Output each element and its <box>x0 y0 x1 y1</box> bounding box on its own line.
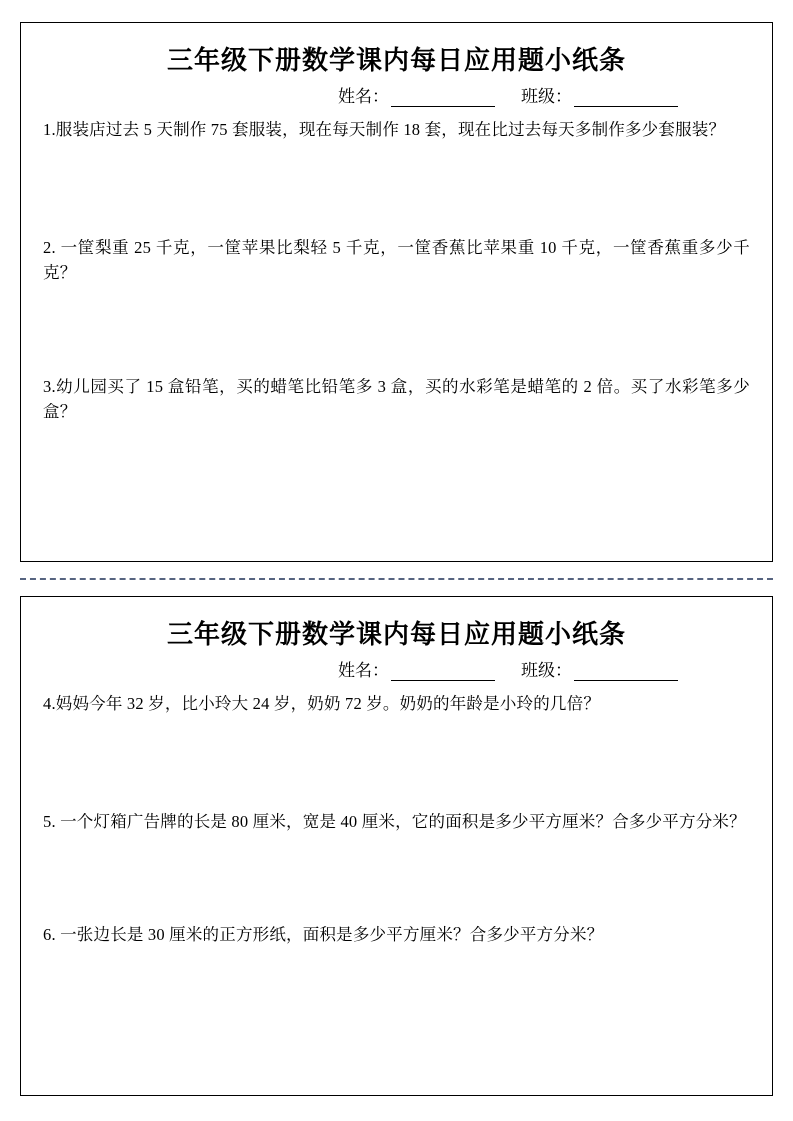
worksheet-card-2 <box>20 596 773 1096</box>
class-field-1[interactable] <box>521 82 678 107</box>
problem-item: 4.妈妈今年 32 岁，比小玲大 24 岁，奶奶 72 岁。奶奶的年龄是小玲的几倍？ <box>43 694 601 714</box>
name-field-2[interactable] <box>338 656 495 681</box>
worksheet-card-1 <box>20 22 773 562</box>
name-field-1[interactable] <box>338 82 495 107</box>
problem-item: 6. 一张边长是 30 厘米的正方形纸，面积是多少平方厘米？合多少平方分米？ <box>43 925 604 945</box>
problem-list-1 <box>43 117 750 425</box>
class-field-blank-1[interactable] <box>574 89 678 107</box>
worksheet-title-1: 三年级下册数学课内每日应用题小纸条 <box>166 45 626 75</box>
worksheet-fields-2 <box>43 656 750 681</box>
name-field-label-2: 姓名： <box>338 661 389 681</box>
name-field-label-1: 姓名： <box>338 87 389 107</box>
name-field-blank-2[interactable] <box>391 663 495 681</box>
name-field-blank-1[interactable] <box>391 89 495 107</box>
problem-item: 2. 一筐梨重 25 千克，一筐苹果比梨轻 5 千克，一筐香蕉比苹果重 10 千克，一筐香蕉重多少千克？ <box>43 237 750 283</box>
problem-item: 3.幼儿园买了 15 盒铅笔，买的蜡笔比铅笔多 3 盒，买的水彩笔是蜡笔的 2 倍。买了水彩笔多少盒？ <box>43 376 750 422</box>
cut-line <box>20 578 773 580</box>
worksheet-title-2: 三年级下册数学课内每日应用题小纸条 <box>166 619 626 649</box>
class-field-blank-2[interactable] <box>574 663 678 681</box>
class-field-2[interactable] <box>521 656 678 681</box>
cut-line-divider <box>20 562 773 596</box>
problem-item: 5. 一个灯箱广告牌的长是 80 厘米，宽是 40 厘米，它的面积是多少平方厘米？合多少平方分米？ <box>43 811 746 831</box>
problem-item: 1.服装店过去 5 天制作 75 套服装，现在每天制作 18 套，现在比过去每天多制作多少套服装？ <box>43 120 726 140</box>
problem-list-2 <box>43 691 750 948</box>
worksheet-fields-1 <box>43 82 750 107</box>
class-field-label-2: 班级： <box>521 661 572 681</box>
class-field-label-1: 班级： <box>521 87 572 107</box>
